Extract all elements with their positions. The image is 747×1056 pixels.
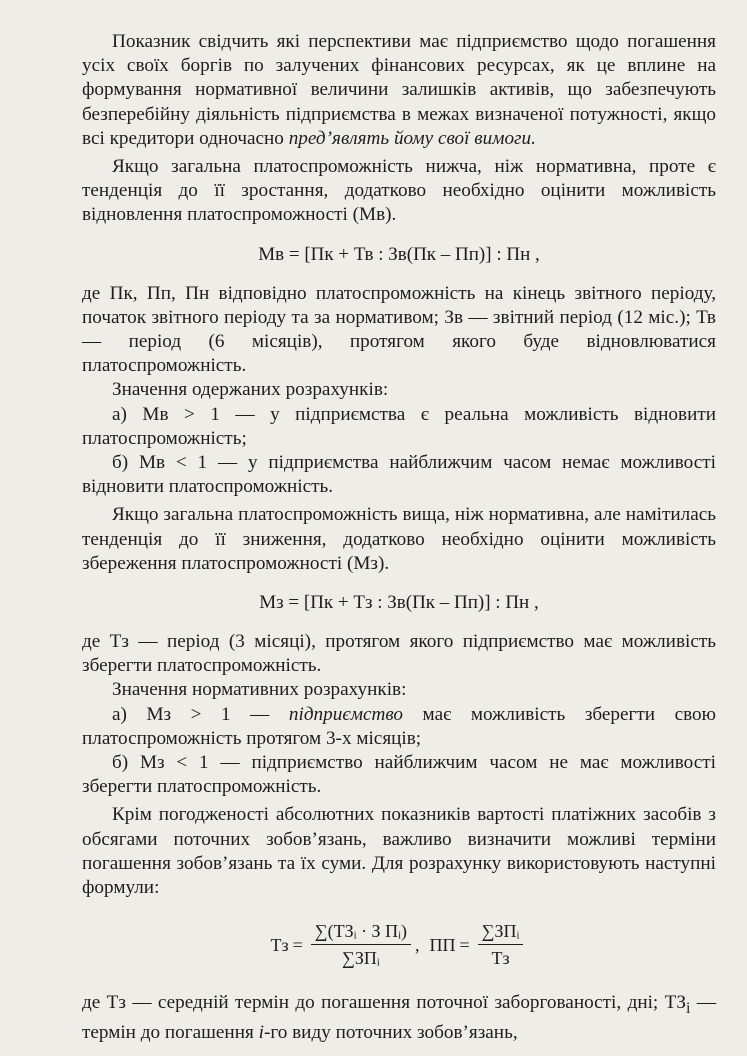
formula-mz: Мз = [Пк + Тз : Зв(Пк – Пп)] : Пн , <box>259 592 539 614</box>
equals-sign: = <box>459 934 470 955</box>
italic-run: підприємство <box>288 703 403 725</box>
equals-sign: = <box>292 934 303 955</box>
fraction-denominator: ∑ЗПᵢ <box>342 948 380 969</box>
italic-run: i <box>258 1022 264 1044</box>
fraction-denominator: Тз <box>491 948 510 969</box>
paragraph-preservation-intro: Якщо загальна платоспроможність вища, ніж нормативна, але намітилась тенденція до її зниження, додатково необхідно оцінити можливість збереження платоспроможності (Мз). <box>82 504 716 574</box>
formula-lhs-pp: ПП <box>429 934 456 955</box>
text-run: де Тз — середній термін до погашення поточної заборгованості, дні; ТЗ <box>82 992 686 1014</box>
fraction-numerator: ∑(ТЗᵢ · З Пᵢ) <box>311 920 411 945</box>
paragraph-terms-intro: Крім погодженості абсолютних показників вартості платіжних засобів з обсягами поточних зобов’язань, важливо визначити можливі терміни погашення зобов’язань та їх суми. Для розрахунку використовують наступні формули: <box>82 804 716 899</box>
fraction-numerator: ∑ЗПᵢ <box>478 920 524 945</box>
text-run: а) Мз > 1 — <box>112 703 289 725</box>
paragraph-results-heading: Значення одержаних розрахунків: <box>112 379 389 401</box>
text-run: — термін до погашення <box>82 992 717 1044</box>
text-run: -го виду поточних зобов’язань, <box>263 1022 518 1044</box>
fraction-tz <box>311 920 411 969</box>
formula-separator: , <box>415 934 420 955</box>
paragraph-tz-definitions <box>82 991 716 1045</box>
text-run: має можливість зберегти свою платоспроможність протягом 3-х місяців; <box>82 703 716 749</box>
paragraph-normative-heading: Значення нормативних розрахунків: <box>112 679 407 701</box>
paragraph-mz-definitions: де Тз — період (3 місяці), протягом якого підприємство має можливість зберегти платоспроможність. <box>82 631 716 677</box>
fraction-pp <box>478 920 524 969</box>
document-body <box>82 30 716 1046</box>
list-item-mv-greater: а) Мв > 1 — у підприємства є реальна можливість відновити платоспроможність; <box>82 403 716 449</box>
subscript-i: i <box>685 1000 691 1018</box>
paragraph-recovery-intro: Якщо загальна платоспроможність нижча, ніж нормативна, проте є тенденція до її зростання, додатково необхідно оцінити можливість відновлення платоспроможності (Мв). <box>82 156 716 226</box>
formula-lhs-tz: Тз <box>270 934 289 955</box>
formula-mv: Мв = [Пк + Тв : Зв(Пк – Пп)] : Пн , <box>258 243 540 265</box>
italic-run: пред’являть йому свої вимоги. <box>288 127 536 149</box>
paragraph-perspectives <box>82 30 716 151</box>
list-item-mv-less: б) Мв < 1 — у підприємства найближчим часом немає можливості відновити платоспроможність. <box>82 452 716 498</box>
formula-average-term <box>82 920 716 969</box>
text-run: Показник свідчить які перспективи має підприємство щодо погашення усіх своїх боргів по залучених фінансових ресурсах, як це вплине на формування нормативної величини залишків активів, що забезпечують безперебійну діяльність підприємства в межах визначеної потужності, якщо всі кредитори одночасно <box>82 31 716 149</box>
list-item-mz-less: б) Мз < 1 — підприємство найближчим часом не має можливості зберегти платоспроможність. <box>82 752 716 798</box>
paragraph-mv-definitions: де Пк, Пп, Пн відповідно платоспроможність на кінець звітного періоду, початок звітного періоду та за нормативом; Зв — звітний період (12 міс.); Тв — період (6 місяців), протягом якого буде відновлюватися платоспроможність. <box>82 282 716 377</box>
list-item-mz-greater <box>82 703 716 751</box>
